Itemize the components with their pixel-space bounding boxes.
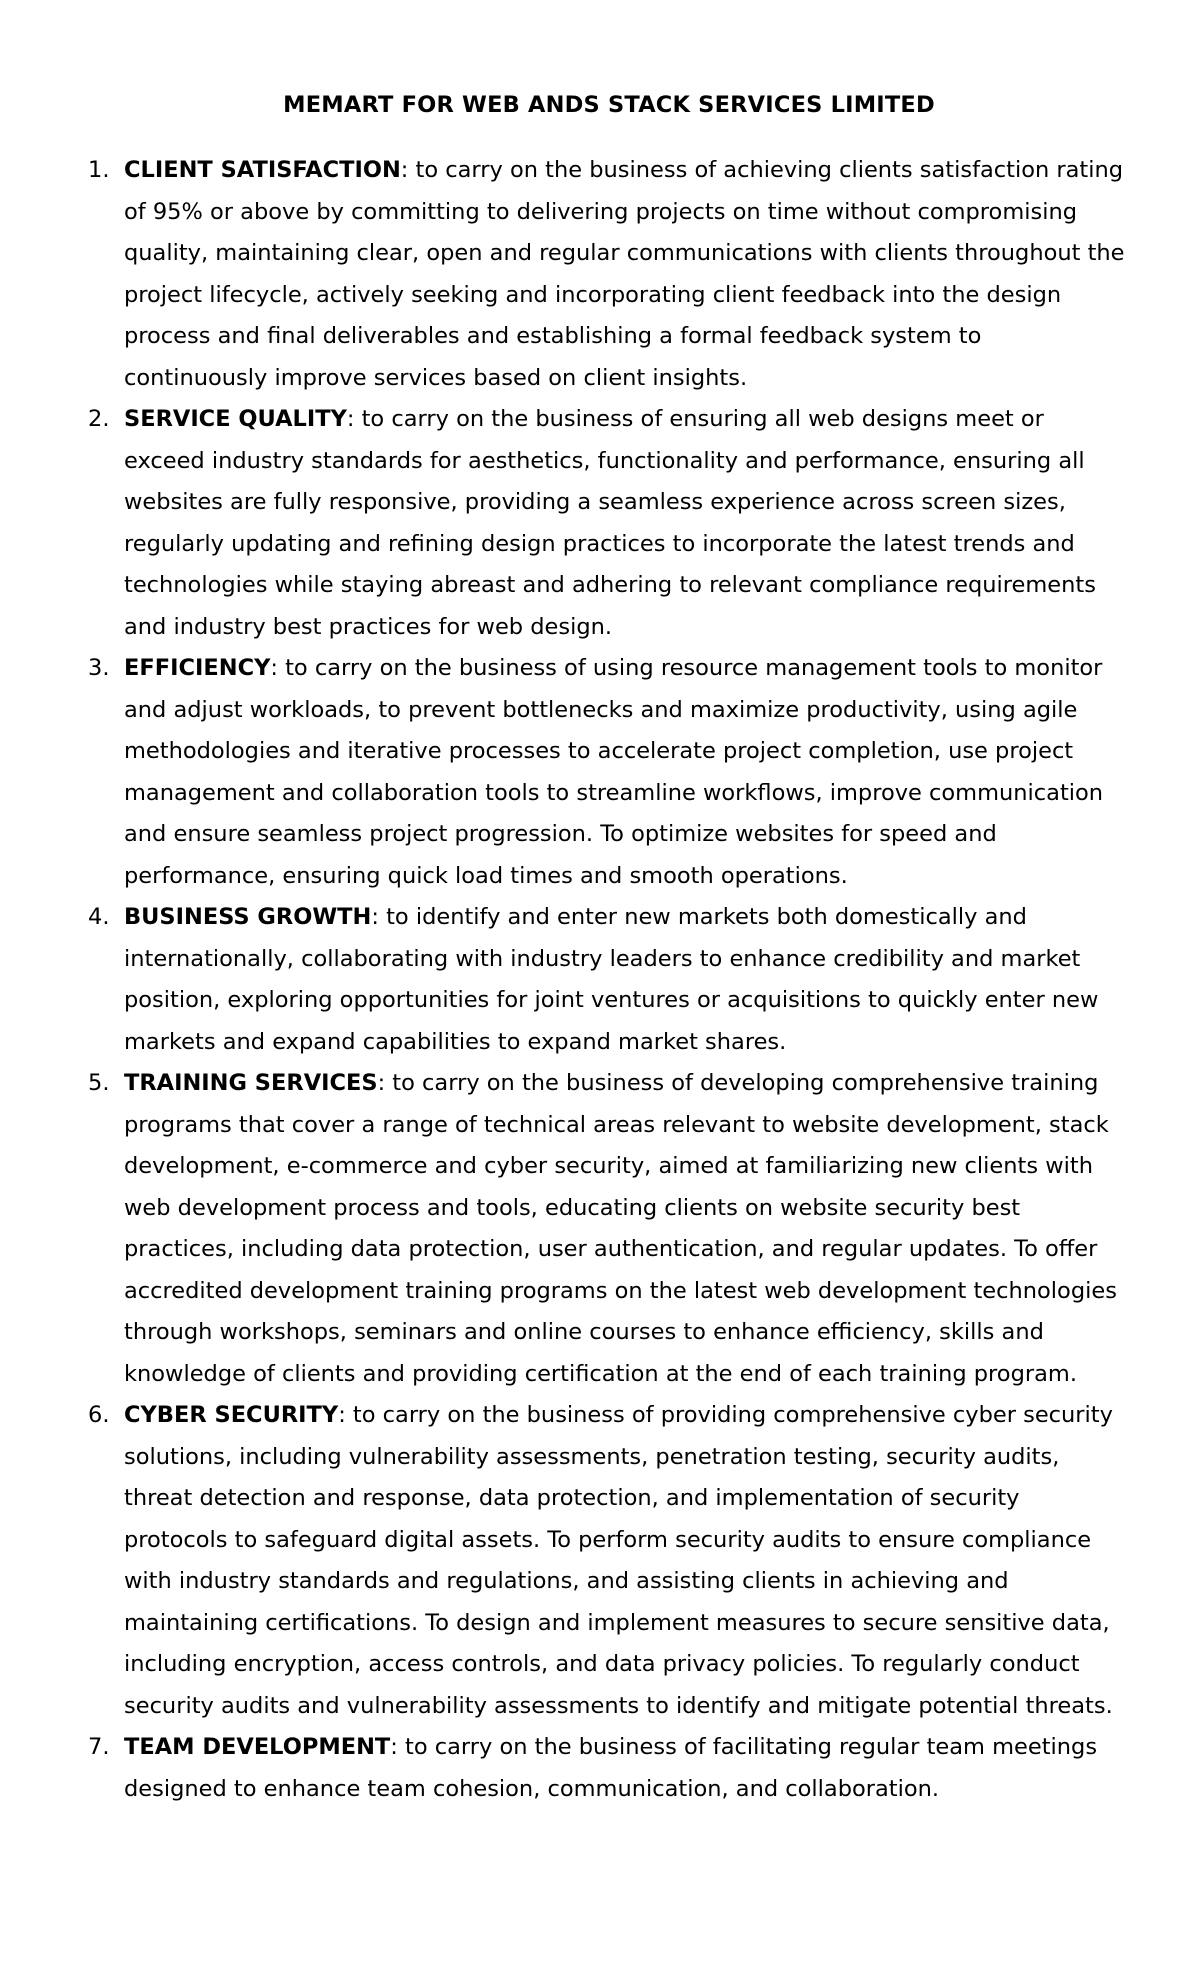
list-item (88, 1395, 1130, 1727)
item-heading: BUSINESS GROWTH (124, 904, 372, 930)
item-text: : to carry on the business of achieving clients satisfaction rating of 95% or above by committing to delivering projects on time without compromising quality, maintaining clear, open and regular communications with clients throughout the project lifecycle, actively seeking and incorporating client feedback into the design process and final deliverables and establishing a formal feedback system to continuously improve services based on client insights. (124, 157, 1125, 391)
list-item (88, 648, 1130, 897)
list-item (88, 1063, 1130, 1395)
item-text: : to carry on the business of facilitating regular team meetings designed to enhance team cohesion, communication, and collaboration. (124, 1734, 1098, 1802)
item-heading: TEAM DEVELOPMENT (124, 1734, 391, 1760)
item-text: : to carry on the business of ensuring all web designs meet or exceed industry standards for aesthetics, functionality and performance, ensuring all websites are fully responsive, providing a seamless experience across screen sizes, regularly updating and refining design practices to incorporate the latest trends and technologies while staying abreast and adhering to relevant compliance requirements and industry best practices for web design. (124, 406, 1096, 640)
objects-list (88, 150, 1130, 1810)
item-number: 7. (88, 1734, 110, 1760)
item-number: 3. (88, 655, 110, 681)
list-item (88, 897, 1130, 1063)
list-item (88, 399, 1130, 648)
item-heading: EFFICIENCY (124, 655, 271, 681)
item-text: : to identify and enter new markets both domestically and internationally, collaborating with industry leaders to enhance credibility and market position, exploring opportunities for joint ventures or acquisitions to quickly enter new markets and expand capabilities to expand market shares. (124, 904, 1099, 1055)
item-heading: TRAINING SERVICES (124, 1070, 378, 1096)
list-item (88, 150, 1130, 399)
item-number: 6. (88, 1402, 110, 1428)
item-text: : to carry on the business of using resource management tools to monitor and adjust workloads, to prevent bottlenecks and maximize productivity, using agile methodologies and iterative processes to accelerate project completion, use project management and collaboration tools to streamline workflows, improve communication and ensure seamless project progression. To optimize websites for speed and performance, ensuring quick load times and smooth operations. (124, 655, 1104, 889)
item-text: : to carry on the business of developing comprehensive training programs that cover a range of technical areas relevant to website development, stack development, e-commerce and cyber security, aimed at familiarizing new clients with web development process and tools, educating clients on website security best practices, including data protection, user authentication, and regular updates. To offer accredited development training programs on the latest web development technologies through workshops, seminars and online courses to enhance efficiency, skills and knowledge of clients and providing certification at the end of each training program. (124, 1070, 1117, 1387)
item-heading: CYBER SECURITY (124, 1402, 339, 1428)
item-number: 1. (88, 157, 110, 183)
item-text: : to carry on the business of providing comprehensive cyber security solutions, including vulnerability assessments, penetration testing, security audits, threat detection and response, data protection, and implementation of security protocols to safeguard digital assets. To perform security audits to ensure compliance with industry standards and regulations, and assisting clients in achieving and maintaining certifications. To design and implement measures to secure sensitive data, including encryption, access controls, and data privacy policies. To regularly conduct security audits and vulnerability assessments to identify and mitigate potential threats. (124, 1402, 1113, 1719)
item-number: 2. (88, 406, 110, 432)
list-item (88, 1727, 1130, 1810)
item-heading: SERVICE QUALITY (124, 406, 347, 432)
item-number: 4. (88, 904, 110, 930)
document-title: MEMART FOR WEB ANDS STACK SERVICES LIMITED (283, 92, 935, 118)
item-heading: CLIENT SATISFACTION (124, 157, 401, 183)
item-number: 5. (88, 1070, 110, 1096)
